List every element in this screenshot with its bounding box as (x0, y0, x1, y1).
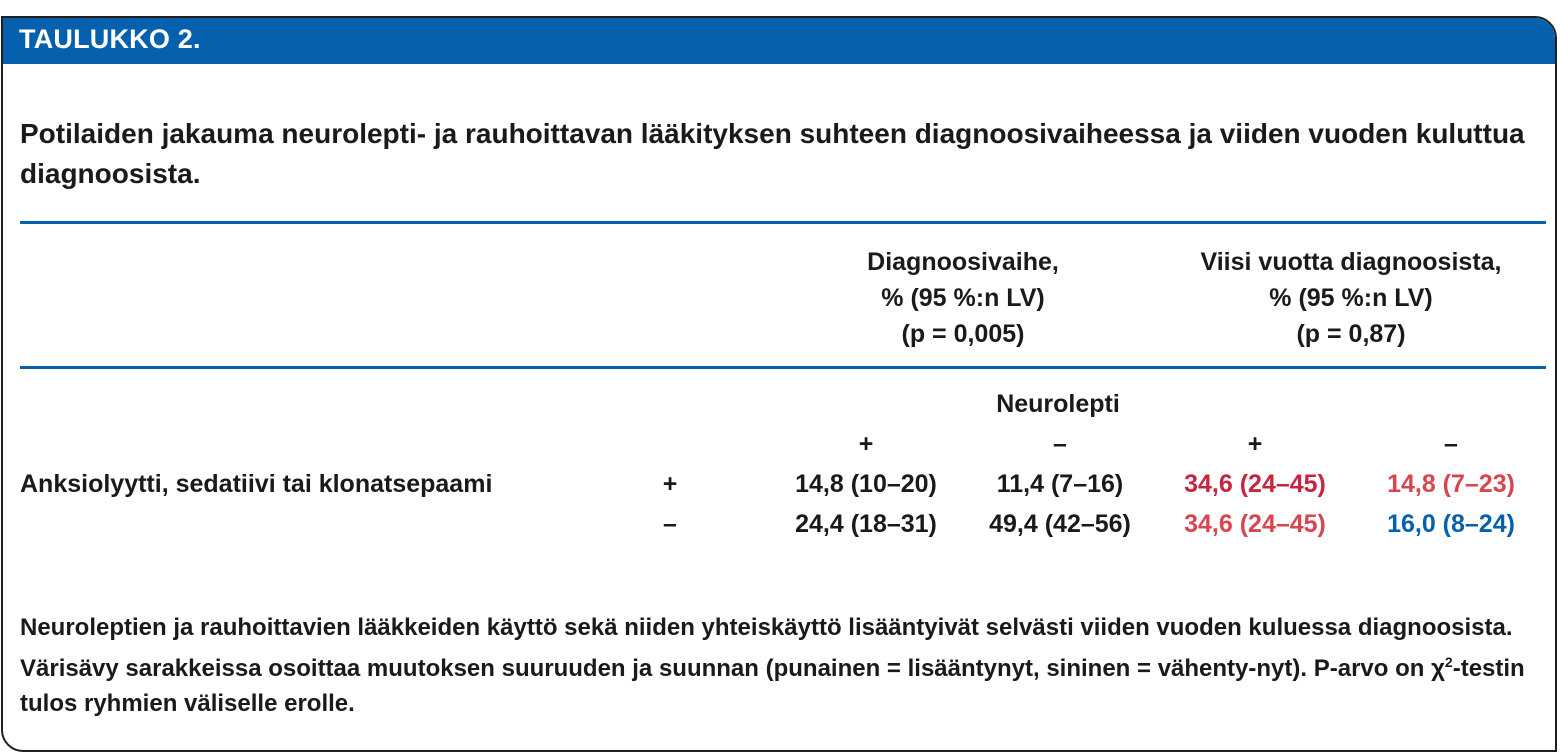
column-header-five-years-line3: (p = 0,87) (1296, 320, 1406, 348)
column-header-five-years-line1: Viisi vuotta diagnoosista, (1200, 248, 1502, 276)
row-sign-plus: + (662, 470, 678, 498)
neuro-sign-five-plus: + (1247, 430, 1263, 458)
column-header-diagnosis-line3: (p = 0,005) (901, 320, 1025, 348)
table-title: Potilaiden jakauma neurolepti- ja rauhoittavan lääkityksen suhteen diagnoosivaiheessa ja viiden vuoden kuluttua diagnoosista. (20, 118, 1525, 189)
table-cell: 16,0 (8–24) (1387, 510, 1515, 538)
column-header-diagnosis-line1: Diagnoosivaihe, (867, 248, 1059, 276)
neuro-sign-diag-plus: + (858, 430, 874, 458)
table-cell: 14,8 (7–23) (1387, 470, 1515, 498)
chi-superscript: 2 (1444, 654, 1453, 670)
neuro-sign-diag-minus: – (1053, 430, 1067, 458)
table-cell: 14,8 (10–20) (795, 470, 937, 498)
column-header-five-years-line2: % (95 %:n LV) (1269, 284, 1433, 312)
table-cell: 11,4 (7–16) (996, 470, 1124, 498)
footnote-text-1: Neuroleptien ja rauhoittavien lääkkeiden käyttö sekä niiden yhteiskäyttö lisääntyivät selvästi viiden vuoden kuluessa diagnoosista. Värisävy sarakkeissa osoittaa muutoksen suuruuden ja suunnan (punainen = lisääntynyt, sininen = vähenty-nyt). P-arvo on (20, 614, 1513, 682)
table-cell: 34,6 (24–45) (1184, 470, 1326, 498)
table-frame (1, 16, 1557, 752)
row-sign-minus: – (663, 510, 677, 538)
table-cell: 49,4 (42–56) (989, 510, 1131, 538)
neuro-sign-five-minus: – (1444, 430, 1458, 458)
column-header-diagnosis-line2: % (95 %:n LV) (881, 284, 1045, 312)
neurolepti-label: Neurolepti (996, 390, 1120, 418)
table-cell: 24,4 (18–31) (795, 510, 937, 538)
footnote (20, 610, 1550, 721)
chi-symbol: χ (1431, 655, 1445, 682)
table-label: TAULUKKO 2. (19, 24, 201, 54)
column-header-five-years (1171, 244, 1531, 352)
column-header-diagnosis (783, 244, 1143, 352)
mid-rule (20, 366, 1546, 369)
table-cell: 34,6 (24–45) (1184, 510, 1326, 538)
header-bar (3, 18, 1555, 64)
row-label: Anksiolyytti, sedatiivi tai klonatsepaami (20, 470, 493, 498)
top-rule (20, 221, 1546, 224)
footnote-text-2: -testin tulos ryhmien väliselle erolle. (20, 655, 1525, 717)
